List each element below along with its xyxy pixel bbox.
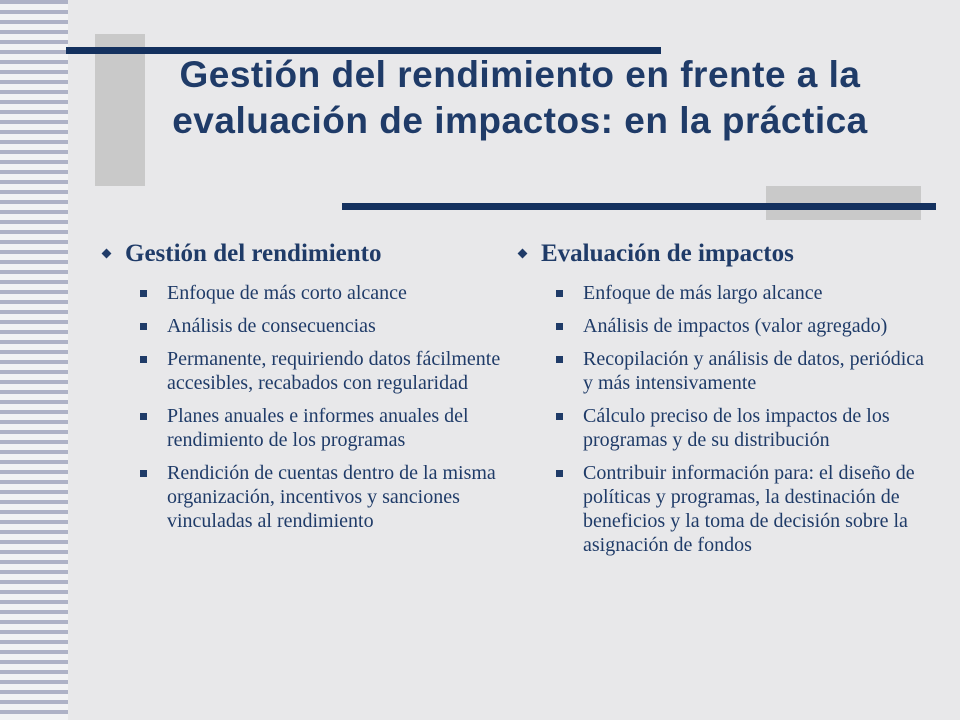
list-item (140, 281, 510, 305)
square-bullet-icon (140, 356, 147, 363)
list-item-text: Rendición de cuentas dentro de la misma organización, incentivos y sanciones vinculadas al rendimiento (167, 462, 496, 532)
decorative-block-left (95, 34, 145, 186)
column-heading-text: Evaluación de impactos (541, 240, 794, 267)
square-bullet-icon (140, 470, 147, 477)
list-item-text: Planes anuales e informes anuales del rendimiento de los programas (167, 405, 469, 451)
list-item-text: Análisis de consecuencias (167, 315, 376, 337)
list-item (140, 461, 510, 533)
list-item-text: Contribuir información para: el diseño de políticas y programas, la destinación de beneficios y la toma de decisión sobre la asignación de fondos (583, 462, 915, 556)
list-item-text: Análisis de impactos (valor agregado) (583, 315, 888, 337)
bullet-list (100, 281, 510, 533)
list-item-text: Cálculo preciso de los impactos de los programas y de su distribución (583, 405, 890, 451)
list-item-text: Permanente, requiriendo datos fácilmente accesibles, recabados con regularidad (167, 348, 501, 394)
square-bullet-icon (556, 323, 563, 330)
square-bullet-icon (140, 290, 147, 297)
list-item-text: Recopilación y análisis de datos, periódica y más intensivamente (583, 348, 925, 394)
bullet-list (516, 281, 936, 557)
slide-title: Gestión del rendimiento en frente a la evaluación de impactos: en la práctica (172, 54, 868, 141)
square-bullet-icon (556, 470, 563, 477)
square-bullet-icon (556, 290, 563, 297)
diamond-bullet-icon (518, 249, 528, 259)
list-item (140, 347, 510, 395)
square-bullet-icon (556, 413, 563, 420)
list-item (556, 461, 936, 557)
square-bullet-icon (556, 356, 563, 363)
diamond-bullet-icon (102, 249, 112, 259)
list-item-text: Enfoque de más corto alcance (167, 282, 407, 304)
square-bullet-icon (140, 323, 147, 330)
list-item (140, 314, 510, 338)
list-item (140, 404, 510, 452)
list-item (556, 314, 936, 338)
column-performance-management (100, 238, 510, 542)
list-item (556, 347, 936, 395)
list-item (556, 404, 936, 452)
column-heading-text: Gestión del rendimiento (125, 240, 382, 267)
column-heading (516, 238, 936, 270)
square-bullet-icon (140, 413, 147, 420)
decorative-stripes (0, 0, 68, 720)
column-impact-evaluation (516, 238, 936, 566)
list-item (556, 281, 936, 305)
column-heading (100, 238, 510, 270)
list-item-text: Enfoque de más largo alcance (583, 282, 823, 304)
title-rule-bottom (342, 203, 936, 210)
